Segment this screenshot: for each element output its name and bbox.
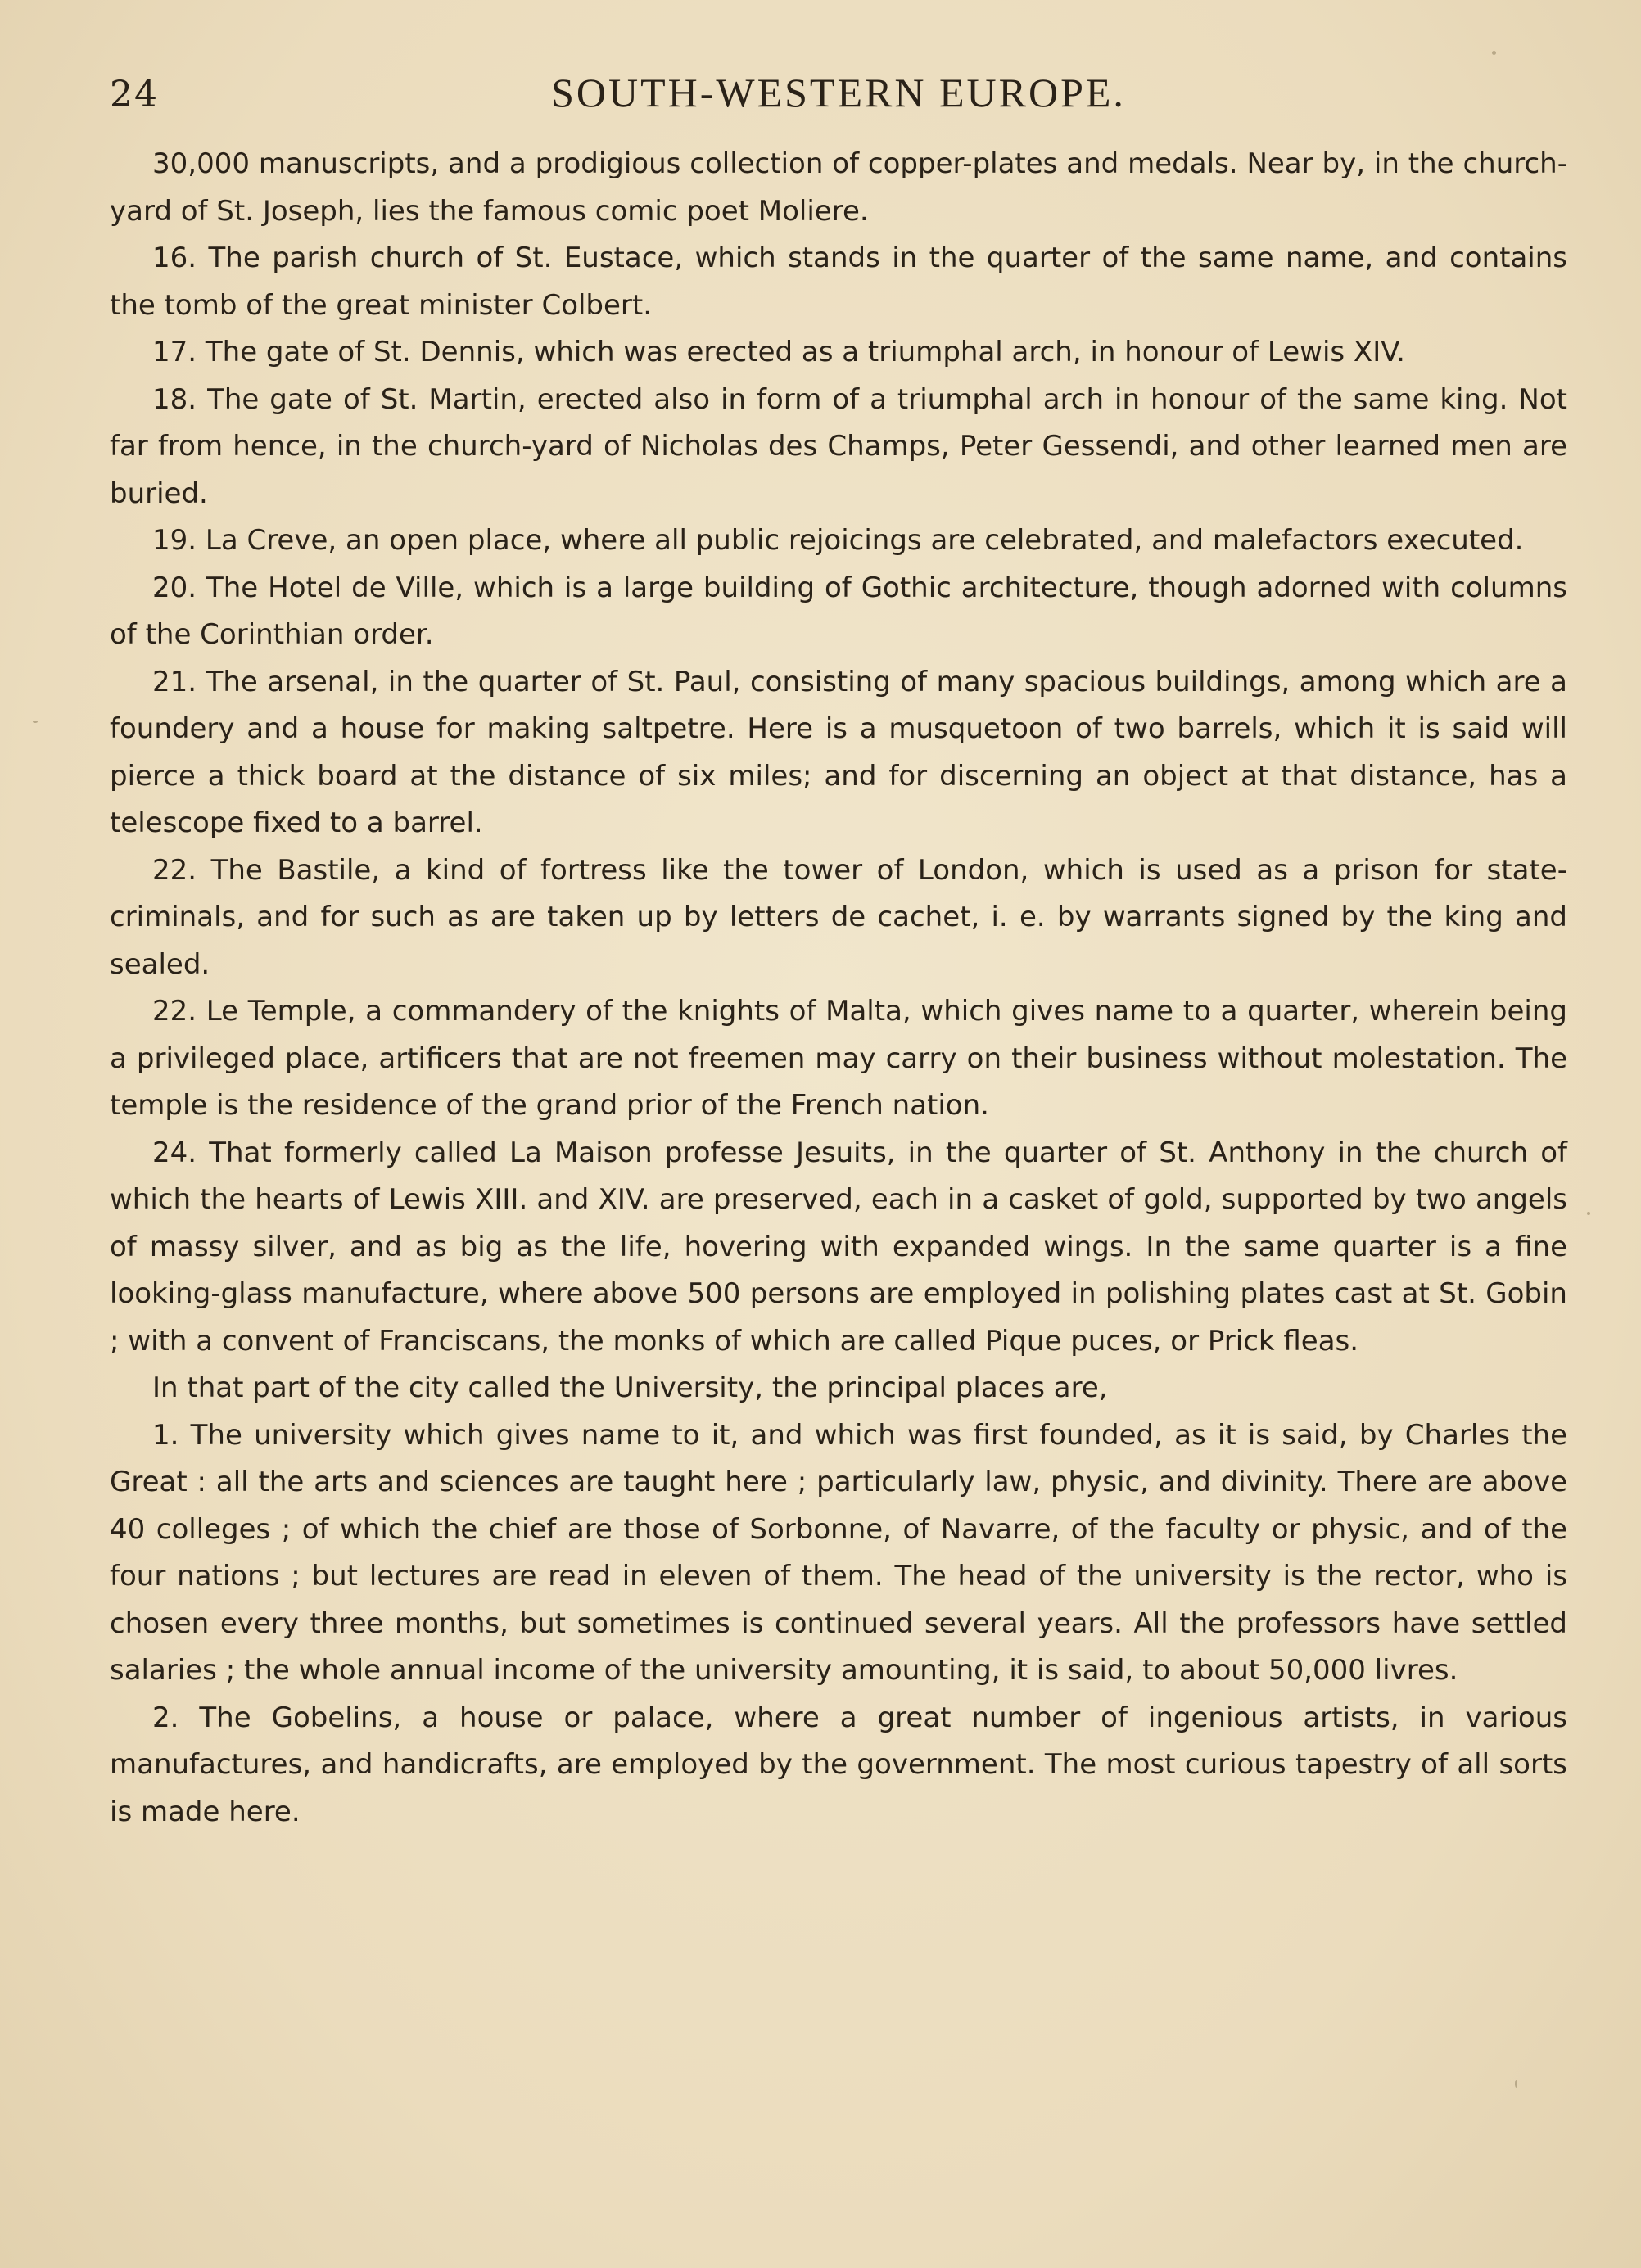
paragraph: 18. The gate of St. Martin, erected also in form of a triumphal arch in honour of the same king. Not far from hence, in the church-yard of Nicholas des Champs, Peter Gessendi, and other learned men are buried. <box>110 382 1567 510</box>
paper-speck <box>1515 2080 1517 2088</box>
paper-speck <box>1587 1212 1590 1215</box>
running-title: SOUTH-WESTERN EUROPE. <box>551 70 1126 115</box>
page-number: 24 <box>110 74 159 115</box>
paragraph: 1. The university which gives name to it, and which was first founded, as it is said, by Charles the Great : all the arts and sciences are taught here ; particularly law, physic, and divinity. There are above 40 colleges ; of which the chief are those of Sorbonne, of Navarre, of the faculty or physic, and of the four nations ; but lectures are read in eleven of them. The head of the university is the rector, who is chosen every three months, but sometimes is continued several years. All the professors have settled salaries ; the whole annual income of the university amounting, it is said, to about 50,000 livres. <box>110 1418 1567 1687</box>
page-header <box>110 69 1567 126</box>
paragraph: 24. That formerly called La Maison professe Jesuits, in the quarter of St. Anthony in the church of which the hearts of Lewis XIII. and XIV. are preserved, each in a casket of gold, supported by two angels of massy silver, and as big as the life, hovering with expanded wings. In the same quarter is a fine looking-glass manufacture, where above 500 persons are employed in polishing plates cast at St. Gobin ; with a convent of Franciscans, the monks of which are called Pique puces, or Prick fleas. <box>110 1136 1567 1358</box>
paper-speck <box>1492 51 1496 55</box>
paragraph: 20. The Hotel de Ville, which is a large building of Gothic architecture, though adorned with columns of the Corinthian order. <box>110 571 1567 651</box>
paragraph: 21. The arsenal, in the quarter of St. Paul, consisting of many spacious buildings, among which are a foundery and a house for making saltpetre. Here is a musquetoon of two barrels, which it is said will pierce a thick board at the distance of six miles; and for discerning an object at that distance, has a telescope fixed to a barrel. <box>110 665 1567 839</box>
paragraph: In that part of the city called the University, the principal places are, <box>152 1371 1108 1404</box>
paper-speck <box>33 721 38 723</box>
body-text <box>110 141 1567 1836</box>
paragraph: 22. Le Temple, a commandery of the knights of Malta, which gives name to a quarter, wherein being a privileged place, artificers that are not freemen may carry on their business without molestation. The temple is the residence of the grand prior of the French nation. <box>110 995 1567 1122</box>
paragraph: 16. The parish church of St. Eustace, which stands in the quarter of the same name, and contains the tomb of the great minister Colbert. <box>110 242 1567 322</box>
paragraph: 17. The gate of St. Dennis, which was erected as a triumphal arch, in honour of Lewis XIV. <box>152 336 1405 368</box>
paragraph: 30,000 manuscripts, and a prodigious collection of copper-plates and medals. Near by, in the church-yard of St. Joseph, lies the famous comic poet Moliere. <box>110 147 1567 228</box>
paragraph: 22. The Bastile, a kind of fortress like the tower of London, which is used as a prison for state-criminals, and for such as are taken up by letters de cachet, i. e. by warrants signed by the king and sealed. <box>110 853 1567 981</box>
paragraph: 19. La Creve, an open place, where all public rejoicings are celebrated, and malefactors executed. <box>152 524 1524 557</box>
paragraph: 2. The Gobelins, a house or palace, where a great number of ingenious artists, in various manufactures, and handicrafts, are employed by the government. The most curious tapestry of all sorts is made here. <box>110 1701 1567 1828</box>
